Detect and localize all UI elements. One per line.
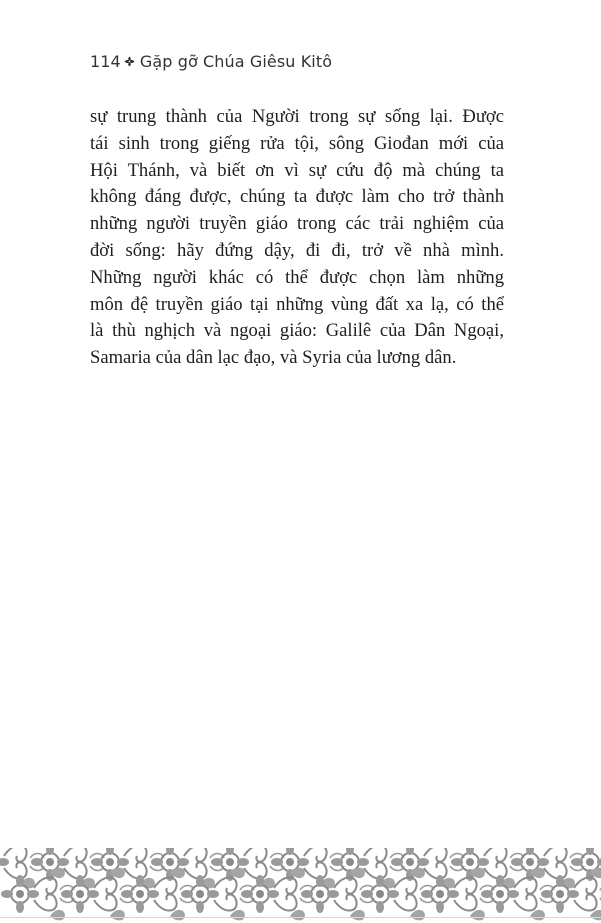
page-number: 114 (90, 52, 121, 71)
ornate-cross-icon (124, 56, 135, 67)
text-line: là thù nghịch và ngoại giáo: Galilê của Dân Ngoại, (90, 320, 504, 342)
running-header (90, 52, 332, 71)
body-paragraph (90, 104, 504, 372)
text-line: sự trung thành của Người trong sự sống lại. Được (90, 106, 504, 127)
text-line: môn đệ truyền giáo tại những vùng đất xa lạ, có thể (90, 293, 504, 315)
floral-border-icon (0, 848, 601, 923)
text-line: những người truyền giáo trong các trải nghiệm của (90, 213, 504, 235)
text-line: không đáng được, chúng ta được làm cho trở thành (90, 186, 504, 208)
book-title: Gặp gỡ Chúa Giêsu Kitô (139, 52, 333, 71)
text-line: Hội Thánh, và biết ơn vì sự cứu độ mà chúng ta (90, 159, 504, 181)
text-line: đời sống: hãy đứng dậy, đi đi, trở về nhà mình. (90, 239, 504, 261)
text-line: tái sinh trong giếng rửa tội, sông Giođan mới của (90, 132, 504, 154)
text-line: Những người khác có thể được chọn làm những (90, 266, 504, 288)
page-bottom-edge (0, 917, 601, 918)
text-line: Samaria của dân lạc đạo, và Syria của lương dân. (90, 347, 457, 369)
